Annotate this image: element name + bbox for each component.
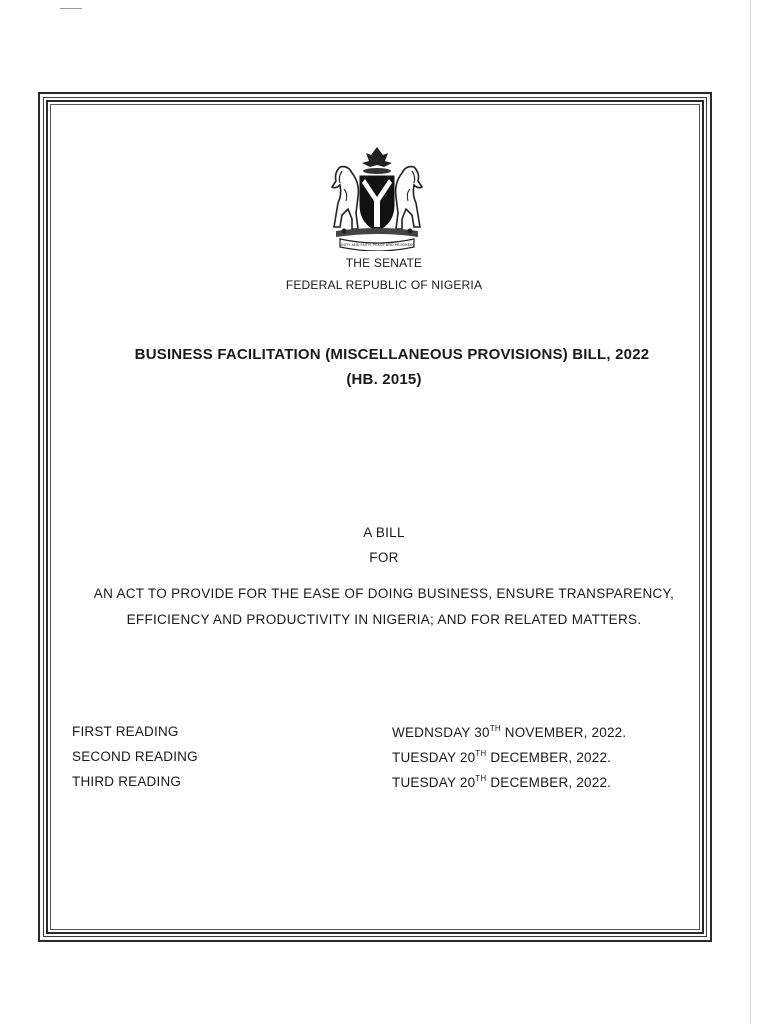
page-edge [750, 0, 751, 1024]
reading-label-third: THIRD READING [72, 774, 182, 789]
bill-title: BUSINESS FACILITATION (MISCELLANEOUS PROVISIONS) BILL, 2022 [134, 346, 650, 363]
reading-label-first: FIRST READING [72, 724, 179, 739]
scan-mark [60, 8, 82, 9]
reading-label-second: SECOND READING [72, 749, 198, 764]
bill-for: FOR [369, 550, 399, 565]
institution-name: THE SENATE [345, 256, 423, 270]
reading-date-second: TUESDAY 20TH DECEMBER, 2022. [392, 749, 612, 765]
bill-description-line-1: AN ACT TO PROVIDE FOR THE EASE OF DOING BUSINESS, ENSURE TRANSPARENCY, [93, 586, 675, 601]
bill-description-line-2: EFFICIENCY AND PRODUCTIVITY IN NIGERIA; AND FOR RELATED MATTERS. [126, 612, 642, 627]
emblem-motto: UNITY AND FAITH, PEACE AND PROGRESS [339, 243, 415, 247]
reading-date-first: WEDNSDAY 30TH NOVEMBER, 2022. [392, 724, 627, 740]
reading-date-third: TUESDAY 20TH DECEMBER, 2022. [392, 774, 612, 790]
bill-number: (HB. 2015) [346, 371, 422, 388]
coat-of-arms-emblem [322, 143, 432, 251]
bill-kind: A BILL [363, 525, 405, 540]
country-name: FEDERAL REPUBLIC OF NIGERIA [285, 278, 483, 292]
